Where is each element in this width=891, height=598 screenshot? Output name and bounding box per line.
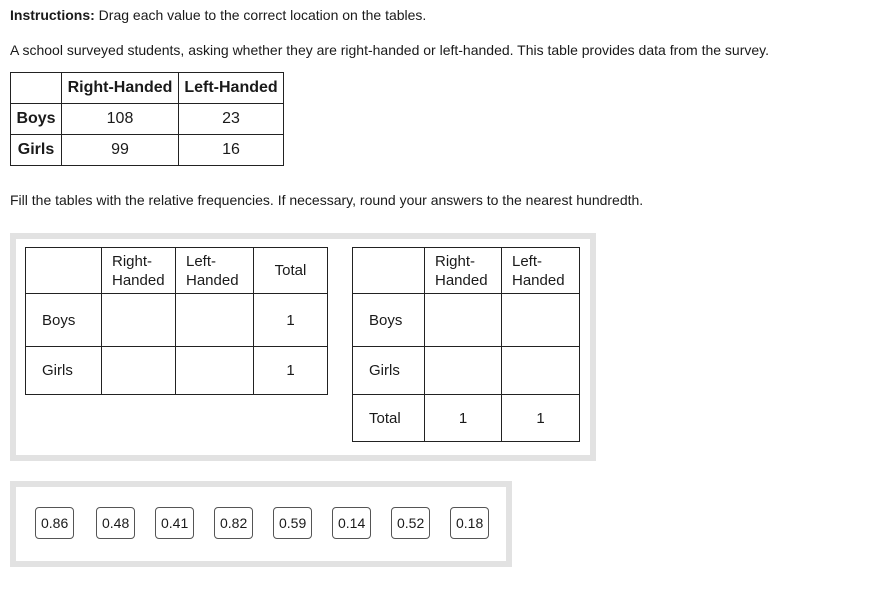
row-table-header-right-line2: Handed	[112, 271, 165, 289]
answer-tile[interactable]: 0.18	[450, 507, 489, 539]
survey-header-left: Left-Handed	[179, 73, 284, 104]
drop-slot-row-girls-right[interactable]	[102, 347, 176, 395]
drop-slot-row-girls-left[interactable]	[176, 347, 254, 395]
instructions-label: Instructions:	[10, 7, 95, 23]
row-table-header-left-line2: Handed	[186, 271, 239, 289]
row-table-label-boys: Boys	[26, 294, 102, 347]
column-relative-table	[352, 247, 580, 442]
survey-row-label-girls: Girls	[11, 135, 62, 166]
row-table-header-left-line1: Left-	[186, 252, 217, 270]
drop-area	[10, 233, 596, 461]
survey-row-label-boys: Boys	[11, 104, 62, 135]
drop-slot-col-boys-left[interactable]	[502, 294, 580, 347]
row-table-header-left	[176, 248, 254, 294]
answer-tile[interactable]: 0.48	[96, 507, 135, 539]
column-table-corner	[353, 248, 425, 294]
row-table-label-girls: Girls	[26, 347, 102, 395]
answer-tile[interactable]: 0.82	[214, 507, 253, 539]
row-table-corner	[26, 248, 102, 294]
column-table-total-left: 1	[502, 395, 580, 442]
column-table-total-right: 1	[425, 395, 502, 442]
fill-instructions: Fill the tables with the relative frequencies. If necessary, round your answers to the nearest hundredth.	[10, 192, 644, 208]
row-table-total-girls: 1	[254, 347, 328, 395]
column-table-label-girls: Girls	[353, 347, 425, 395]
survey-table	[10, 72, 284, 166]
column-table-label-boys: Boys	[353, 294, 425, 347]
answer-tile[interactable]: 0.41	[155, 507, 194, 539]
survey-cell-boys-right: 108	[62, 104, 179, 135]
survey-cell-boys-left: 23	[179, 104, 284, 135]
drop-slot-row-boys-right[interactable]	[102, 294, 176, 347]
column-table-header-left	[502, 248, 580, 294]
survey-cell-girls-left: 16	[179, 135, 284, 166]
instructions-text: Drag each value to the correct location on the tables.	[94, 7, 427, 23]
instructions	[10, 7, 426, 23]
drop-slot-col-girls-left[interactable]	[502, 347, 580, 395]
drop-slot-row-boys-left[interactable]	[176, 294, 254, 347]
row-table-header-total: Total	[254, 248, 328, 294]
row-table-header-right-line1: Right-	[112, 252, 153, 270]
column-table-header-left-line1: Left-	[512, 252, 543, 270]
survey-header-right: Right-Handed	[62, 73, 179, 104]
drop-slot-col-girls-right[interactable]	[425, 347, 502, 395]
drop-slot-col-boys-right[interactable]	[425, 294, 502, 347]
column-table-header-right-line2: Handed	[435, 271, 488, 289]
column-table-header-left-line2: Handed	[512, 271, 565, 289]
intro-text: A school surveyed students, asking whether they are right-handed or left-handed. This table provides data from the survey.	[10, 42, 770, 58]
answer-tile[interactable]: 0.59	[273, 507, 312, 539]
survey-corner-cell	[11, 73, 62, 104]
survey-cell-girls-right: 99	[62, 135, 179, 166]
answer-tile[interactable]: 0.52	[391, 507, 430, 539]
answer-tile[interactable]: 0.86	[35, 507, 74, 539]
column-table-header-right	[425, 248, 502, 294]
answer-bank	[10, 481, 512, 567]
answer-tile[interactable]: 0.14	[332, 507, 371, 539]
column-table-header-right-line1: Right-	[435, 252, 476, 270]
row-table-header-right	[102, 248, 176, 294]
row-table-total-boys: 1	[254, 294, 328, 347]
row-relative-table	[25, 247, 328, 395]
column-table-label-total: Total	[353, 395, 425, 442]
